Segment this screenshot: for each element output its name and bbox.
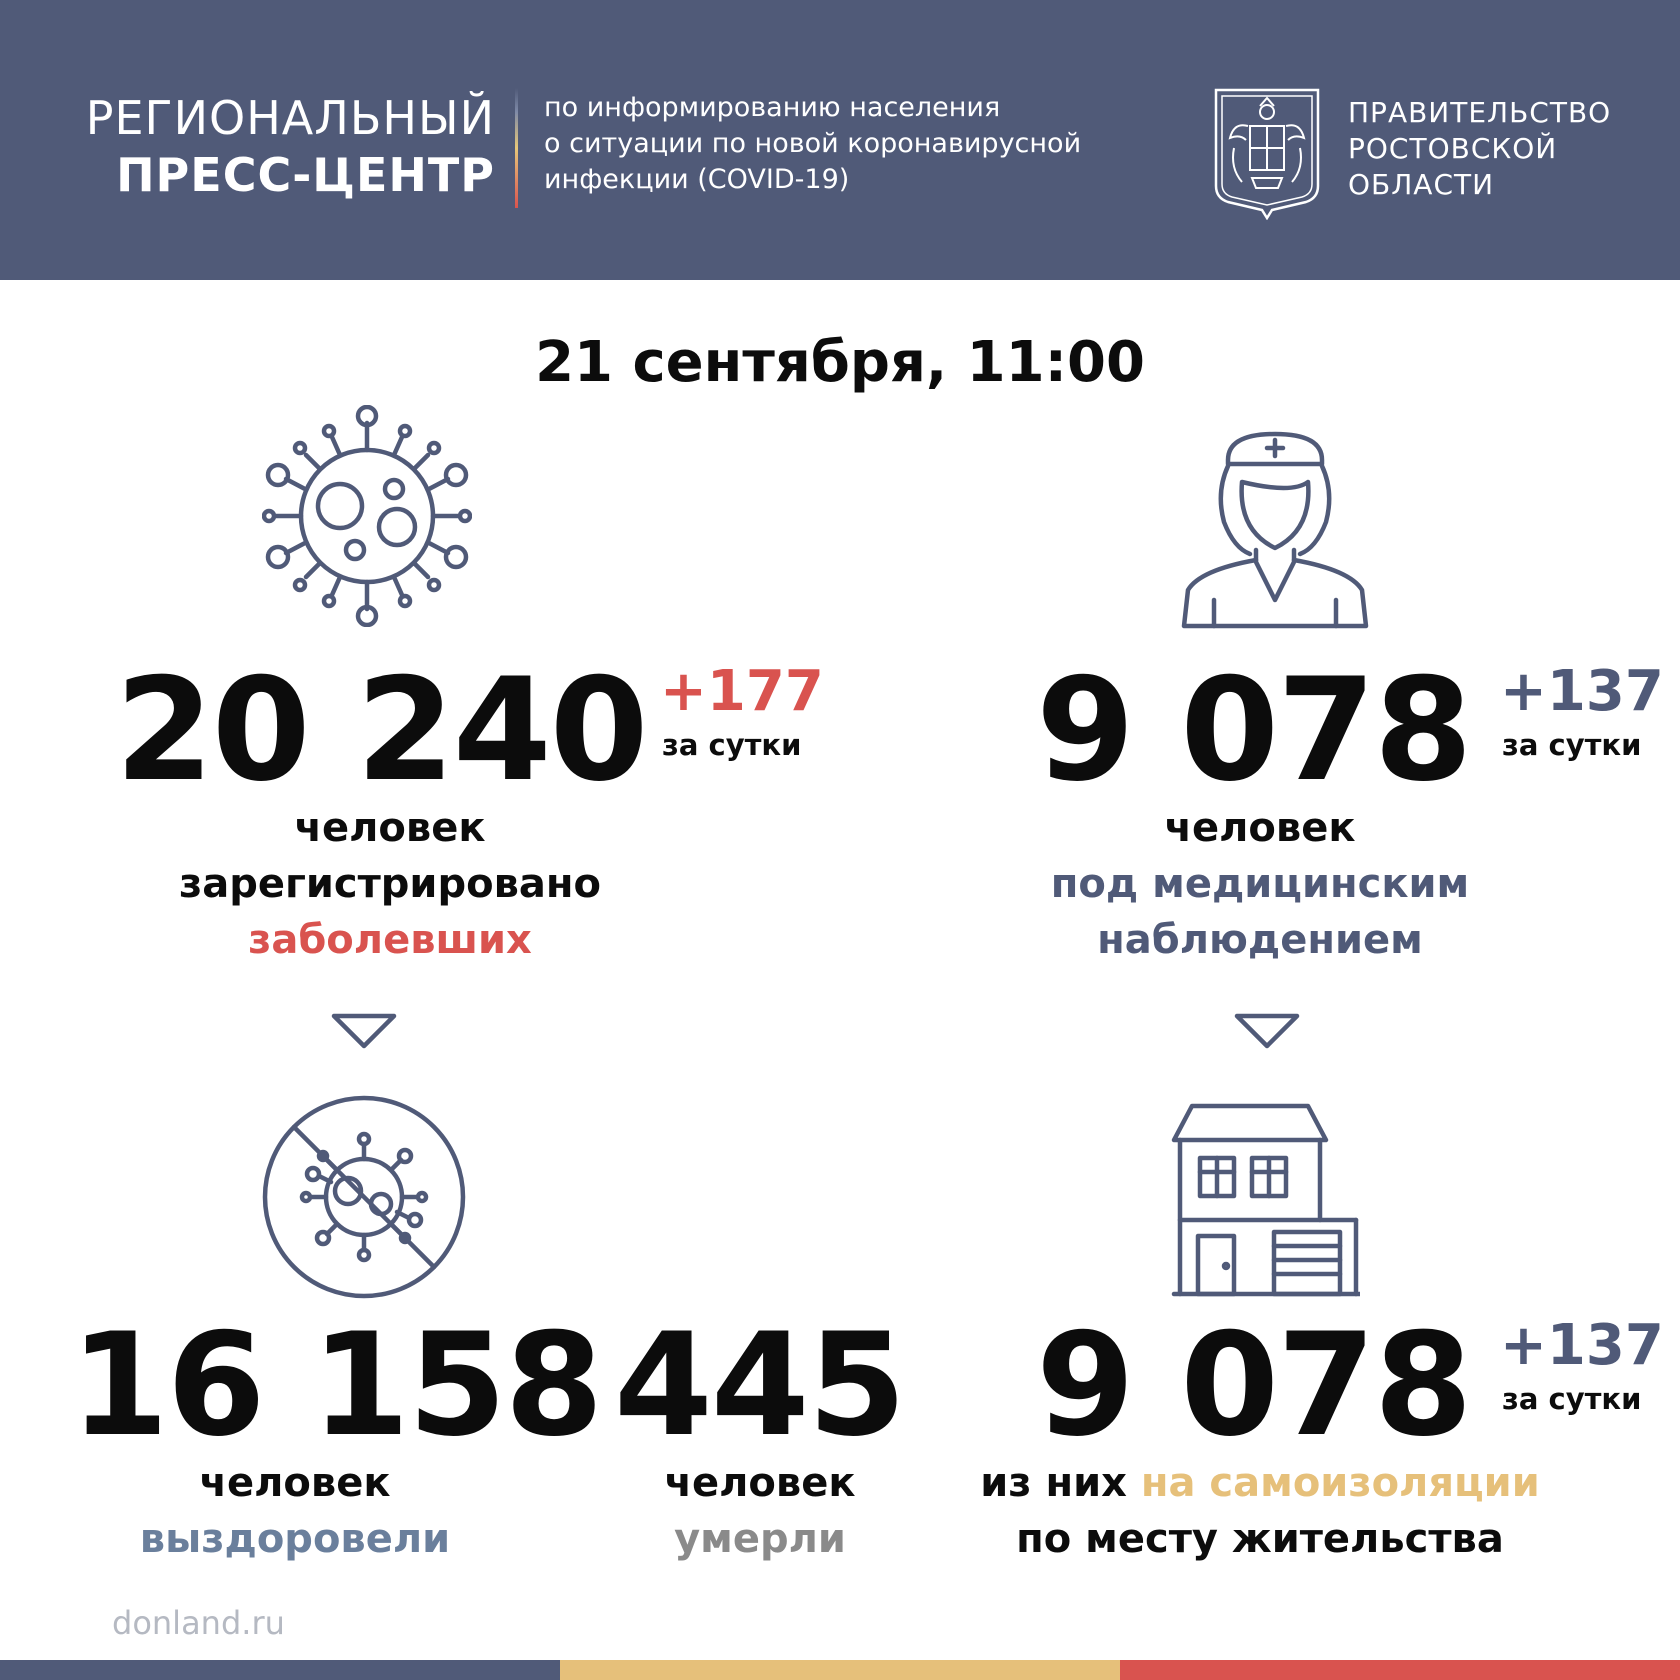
header-banner: [0, 0, 1680, 280]
isolation-total: 9 078: [1036, 1303, 1471, 1468]
recovered-caption-line2: выздоровели: [139, 1516, 451, 1562]
isolation-caption: [920, 1455, 1600, 1567]
recovered-total: 16 158: [70, 1303, 602, 1468]
isolation-caption-line1: [920, 1455, 1600, 1511]
observation-total: 9 078: [1036, 648, 1471, 813]
house-icon: [1170, 1100, 1360, 1300]
observation-caption-line2: под медицинским: [1050, 861, 1470, 907]
cases-caption-line3: заболевших: [248, 917, 532, 963]
nurse-icon: [1180, 430, 1370, 630]
government-name: [1348, 95, 1611, 203]
cases-caption-line1: человек: [294, 805, 486, 851]
arrow-down-icon: [1234, 1013, 1300, 1051]
isolation-caption-highlight: на самоизоляции: [1140, 1460, 1540, 1506]
virus-icon: [262, 405, 472, 627]
footer-bar-red: [1120, 1660, 1680, 1680]
observation-per-day: за сутки: [1502, 728, 1642, 762]
cases-caption: [140, 800, 640, 968]
observation-caption-line1: человек: [1164, 805, 1356, 851]
recovered-caption-line1: человек: [199, 1460, 391, 1506]
observation-caption-line3: наблюдением: [1097, 917, 1423, 963]
cases-per-day: за сутки: [662, 728, 802, 762]
coat-of-arms-icon: [1212, 86, 1322, 220]
footer-bar-slate: [0, 1660, 560, 1680]
isolation-per-day: за сутки: [1502, 1382, 1642, 1416]
brand-title-line2: ПРЕСС-ЦЕНТР: [116, 148, 495, 202]
isolation-caption-prefix: из них: [980, 1460, 1141, 1506]
deaths-caption-line1: человек: [664, 1460, 856, 1506]
observation-delta: +137: [1500, 659, 1664, 724]
brand-desc-line2: о ситуации по новой коронавирусной: [544, 128, 1082, 159]
gov-line1: ПРАВИТЕЛЬСТВО: [1348, 96, 1612, 129]
recovered-caption: [80, 1455, 510, 1567]
brand-description: [544, 90, 1164, 198]
deaths-caption-line2: умерли: [674, 1516, 846, 1562]
brand-divider: [515, 88, 518, 208]
site-url: donland.ru: [112, 1604, 285, 1642]
cases-total: 20 240: [115, 648, 647, 813]
gov-line2: РОСТОВСКОЙ: [1348, 132, 1558, 165]
report-date: 21 сентября, 11:00: [535, 330, 1145, 395]
arrow-down-icon: [331, 1013, 397, 1051]
brand-desc-line3: инфекции (COVID-19): [544, 164, 850, 195]
gov-line3: ОБЛАСТИ: [1348, 168, 1495, 201]
deaths-caption: [600, 1455, 920, 1567]
deaths-total: 445: [614, 1303, 905, 1468]
observation-caption: [1000, 800, 1520, 968]
brand-desc-line1: по информированию населения: [544, 92, 1001, 123]
cases-caption-line2: зарегистрировано: [178, 861, 601, 907]
brand-title-line1: РЕГИОНАЛЬНЫЙ: [85, 91, 495, 145]
cases-delta: +177: [660, 659, 824, 724]
footer-bar-gold: [560, 1660, 1120, 1680]
no-virus-icon: [261, 1094, 467, 1300]
isolation-caption-line2: по месту жительства: [1016, 1516, 1504, 1562]
isolation-delta: +137: [1500, 1313, 1664, 1378]
